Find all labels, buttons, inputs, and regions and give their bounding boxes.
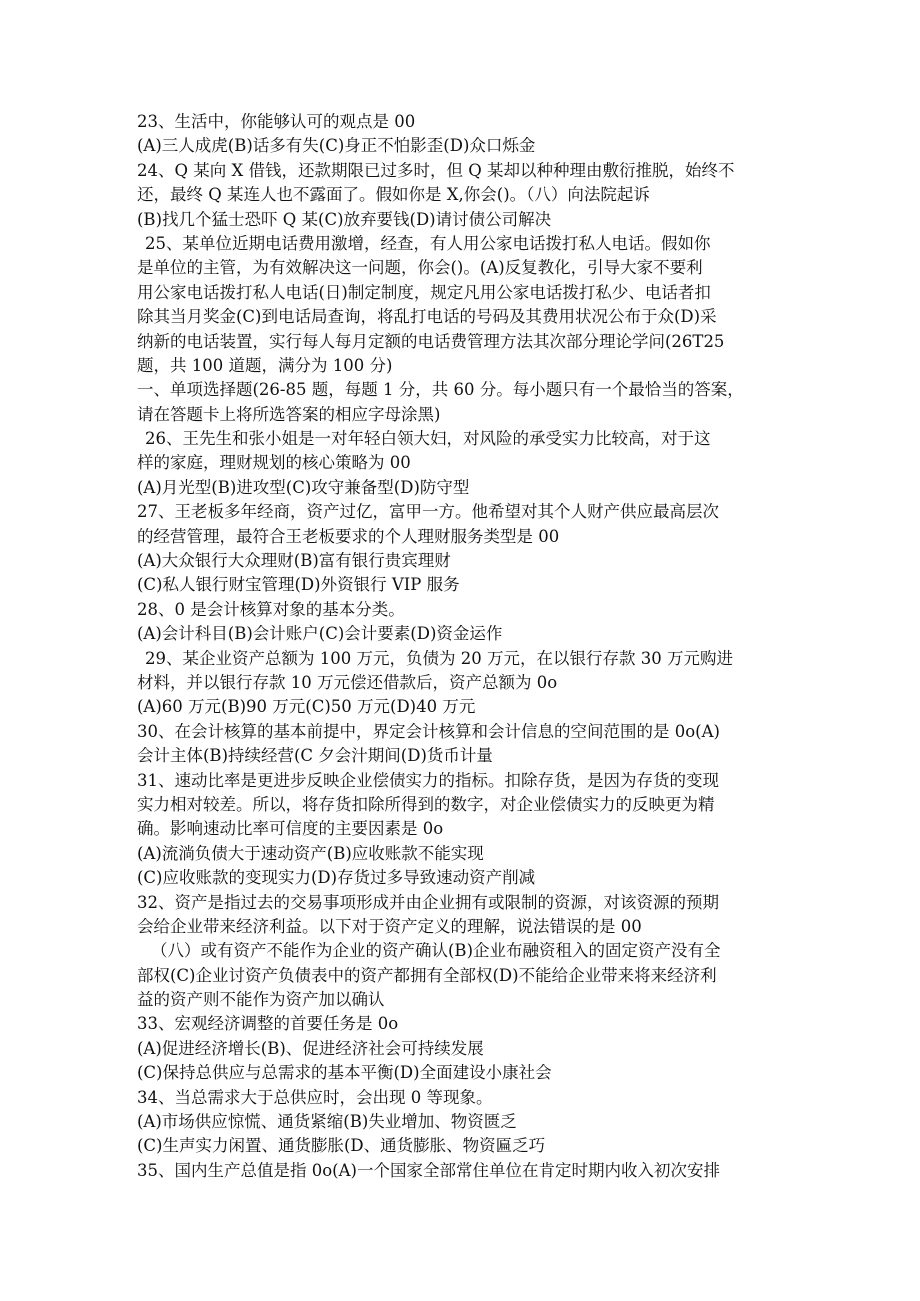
document-body	[137, 110, 787, 1183]
text-line: 材料，并以银行存款 10 万元偿还借款后，资产总额为 0o	[137, 672, 558, 692]
text-line: (C)生声实力闲置、通货膨胀(D、通货膨胀、物资匾乏巧	[137, 1136, 546, 1156]
text-line: 29、某企业资产总额为 100 万元，负债为 20 万元，在以银行存款 30 万元购进	[145, 648, 733, 668]
text-line: 35、国内生产总值是指 0o(A)一个国家全部常住单位在肯定时期内收入初次安排	[137, 1160, 720, 1180]
text-line: 题，共 100 道题，满分为 100 分)	[137, 355, 393, 375]
text-line: 样的家庭，理财规划的核心策略为 00	[137, 453, 411, 473]
text-line: 是单位的主管，为有效解决这一问题，你会()。(A)反复教化，引导大家不要利	[137, 258, 703, 278]
text-line: 25、某单位近期电话费用激增，经查，有人用公家电话拨打私人电话。假如你	[145, 233, 711, 253]
text-line: (C)应收账款的变现实力(D)存货过多导致速动资产削减	[137, 868, 536, 888]
text-line: 确。影响速动比率可信度的主要因素是 0o	[137, 819, 444, 839]
text-line: 33、宏观经济调整的首要任务是 0o	[137, 1014, 399, 1034]
text-line: (A)市场供应惊慌、通货紧缩(B)失业增加、物资匮乏	[137, 1112, 517, 1132]
text-line: 30、在会计核算的基本前提中，界定会计核算和会计信息的空间范围的是 0o(A)	[137, 721, 720, 741]
text-line: 用公家电话拨打私人电话(日)制定制度，规定凡用公家电话拨打私少、电话者扣	[137, 282, 711, 302]
text-line: 除其当月奖金(C)到电话局查询，将乱打电话的号码及其费用状况公布于众(D)采	[137, 307, 717, 327]
text-line: 34、当总需求大于总供应时，会出现 0 等现象。	[137, 1087, 493, 1107]
text-line: (A)流淌负债大于速动资产(B)应收账款不能实现	[137, 843, 484, 863]
text-line: 24、Q 某向 X 借钱，还款期限已过多时，但 Q 某却以种种理由敷衍推脱，始终不	[137, 160, 735, 180]
text-line: (C)保持总供应与总需求的基本平衡(D)全面建设小康社会	[137, 1063, 552, 1083]
text-line: (A)会计科目(B)会计账户(C)会计要素(D)资金运作	[137, 624, 503, 644]
text-line: 27、王老板多年经商，资产过亿，富甲一方。他希望对其个人财产供应最高层次	[137, 502, 719, 522]
text-line: 部权(C)企业讨资产负债表中的资产都拥有全部权(D)不能给企业带来将来经济利	[137, 965, 717, 985]
text-line: (C)私人银行财宝管理(D)外资银行 VIP 服务	[137, 575, 460, 595]
section-heading: 一、单项选择题(26-85 题，每题 1 分，共 60 分。每小题只有一个最恰当的答案，	[137, 380, 744, 400]
text-line: (A)三人成虎(B)话多有失(C)身正不怕影歪(D)众口烁金	[137, 136, 536, 156]
text-line: 32、资产是指过去的交易事项形成并由企业拥有或限制的资源，对该资源的预期	[137, 892, 719, 912]
text-line: (A)大众银行大众理财(B)富有银行贵宾理财	[137, 551, 451, 571]
text-line: 请在答题卡上将所选答案的相应字母涂黑)	[137, 404, 441, 424]
text-line: 26、王先生和张小姐是一对年轻白领大妇，对风险的承受实力比较高，对于这	[145, 429, 711, 449]
text-line: (B)找几个猛士恐吓 Q 某(C)放弃要钱(D)请讨债公司解决	[137, 209, 552, 229]
text-line: 23、生活中，你能够认可的观点是 00	[137, 112, 416, 131]
text-line: 实力相对较差。所以，将存货扣除所得到的数字，对企业偿债实力的反映更为精	[137, 794, 715, 814]
text-line: 的经营管理，最符合王老板要求的个人理财服务类型是 00	[137, 526, 560, 546]
text-line: 会计主体(B)持续经营(C 夕会汁期间(D)货币计量	[137, 746, 493, 766]
text-line: 28、0 是会计核算对象的基本分类。	[137, 599, 405, 619]
text-line: (A)月光型(B)进攻型(C)攻守兼备型(D)防守型	[137, 477, 470, 497]
text-line: 益的资产则不能作为资产加以确认	[137, 990, 385, 1010]
text-line: 还，最终 Q 某连人也不露面了。假如你是 X,你会()。（八）向法院起诉	[137, 185, 650, 205]
text-line: (A)60 万元(B)90 万元(C)50 万元(D)40 万元	[137, 697, 476, 717]
text-line: （八）或有资产不能作为企业的资产确认(B)企业布融资租入的固定资产没有全	[151, 941, 721, 961]
text-line: 会给企业带来经济利益。以下对于资产定义的理解，说法错误的是 00	[137, 916, 642, 936]
text-line: 31、速动比率是更进步反映企业偿债实力的指标。扣除存货，是因为存货的变现	[137, 770, 719, 790]
text-line: (A)促进经济增长(B)、促进经济社会可持续发展	[137, 1038, 484, 1058]
text-line: 纳新的电话装置，实行每人每月定额的电话费管理方法其次部分理论学问(26T25	[137, 331, 725, 351]
